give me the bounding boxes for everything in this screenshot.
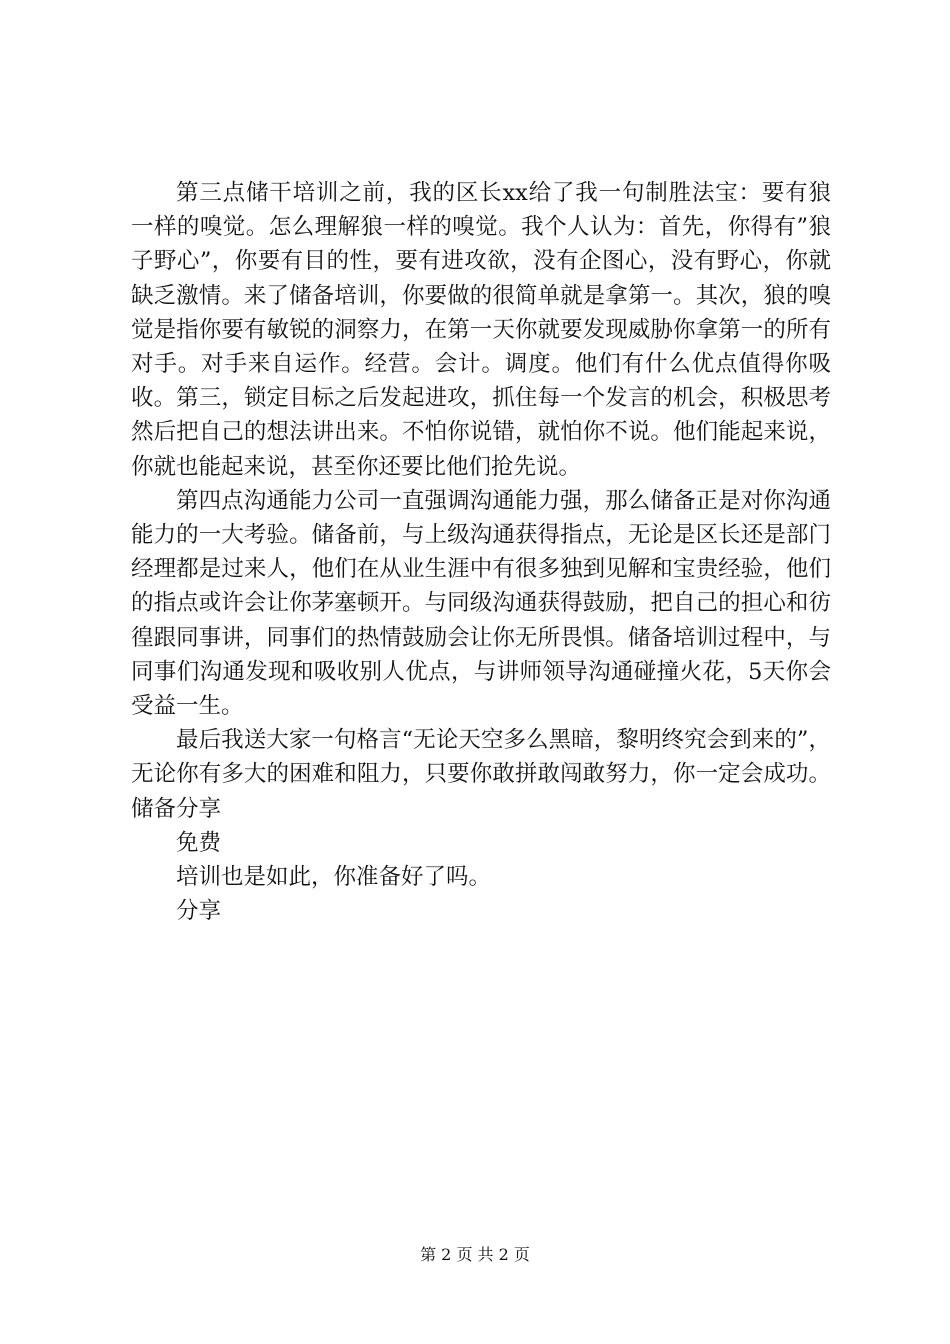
paragraph-3: 最后我送大家一句格言“无论天空多么黑暗，黎明终究会到来的”，无论你有多大的困难和阻力，只要你敢拼敢闯敢努力，你一定会成功。储备分享: [131, 727, 831, 822]
text-line-1: 免费: [176, 829, 222, 856]
text-line-3: 分享: [176, 898, 222, 925]
text-line-2: 培训也是如此，你准备好了吗。: [176, 864, 492, 891]
paragraph-1: 第三点储干培训之前，我的区长xx给了我一句制胜法宝：要有狼一样的嗅觉。怎么理解狼一样的嗅觉。我个人认为：首先，你得有”狼子野心”，你要有目的性，要有进攻欲，没有企图心，没有野心，你就缺乏激情。来了储备培训，你要做的很简单就是拿第一。其次，狼的嗅觉是指你要有敏锐的洞察力，在第一天你就要发现威胁你拿第一的所有对手。对手来自运作。经营。会计。调度。他们有什么优点值得你吸收。第三，锁定目标之后发起进攻，抓住每一个发言的机会，积极思考然后把自己的想法讲出来。不怕你说错，就怕你不说。他们能起来说，你就也能起来说，甚至你还要比他们抢先说。: [131, 180, 831, 480]
page-number-footer: 第 2 页 共 2 页: [420, 1245, 530, 1264]
paragraph-2: 第四点沟通能力公司一直强调沟通能力强，那么储备正是对你沟通能力的一大考验。储备前，与上级沟通获得指点，无论是区长还是部门经理都是过来人，他们在从业生涯中有很多独到见解和宝贵经验，他们的指点或许会让你茅塞顿开。与同级沟通获得鼓励，把自己的担心和彷徨跟同事讲，同事们的热情鼓励会让你无所畏惧。储备培训过程中，与同事们沟通发现和吸收别人优点，与讲师领导沟通碰撞火花，5天你会受益一生。: [131, 487, 831, 720]
document-body: [131, 176, 831, 928]
